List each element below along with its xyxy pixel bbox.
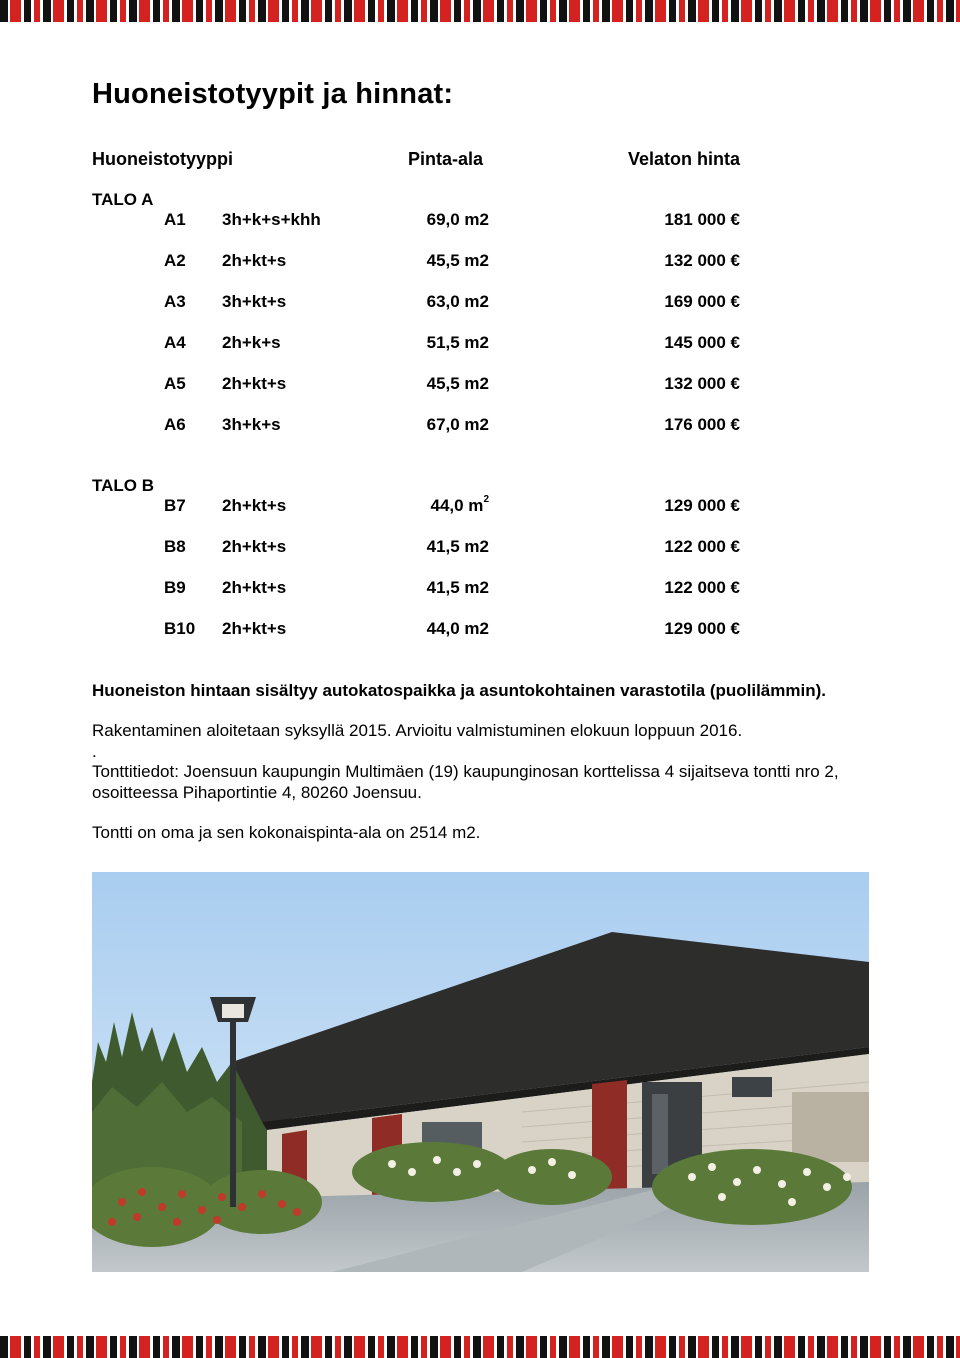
- construction-note: Rakentaminen aloitetaan syksyllä 2015. Arvioitu valmistuminen elokuun loppuun 2016.: [92, 721, 743, 740]
- apartment-type: 2h+kt+s: [222, 374, 287, 393]
- area-value: 44,0 m: [430, 496, 484, 515]
- apartment-code: A4: [164, 333, 186, 352]
- apartment-code: B9: [164, 578, 186, 597]
- bottom-decorative-stripe: [0, 1336, 960, 1358]
- apartment-type: 2h+kt+s: [222, 537, 287, 556]
- apartment-price: 169 000 €: [664, 292, 740, 311]
- apartment-code: A2: [164, 251, 186, 270]
- header-price: Velaton hinta: [627, 149, 740, 169]
- group-label-talo-a: TALO A: [92, 190, 154, 209]
- apartment-type: 2h+kt+s: [222, 619, 287, 638]
- apartment-area: 45,5 m2: [426, 374, 489, 393]
- apartment-area: 63,0 m2: [426, 292, 489, 311]
- apartment-price: 132 000 €: [664, 251, 740, 270]
- apartment-area: 45,5 m2: [426, 251, 489, 270]
- table-row: [0, 619, 960, 641]
- apartment-price: 181 000 €: [664, 210, 740, 229]
- header-area: Pinta-ala: [408, 149, 484, 169]
- apartment-price: 145 000 €: [664, 333, 740, 352]
- group-label-talo-b: TALO B: [92, 476, 155, 495]
- plot-area-note: Tontti on oma ja sen kokonaispinta-ala on 2514 m2.: [92, 823, 481, 842]
- apartment-area: [380, 496, 489, 516]
- apartment-area: 41,5 m2: [426, 578, 489, 597]
- page-title: Huoneistotyypit ja hinnat:: [92, 78, 454, 110]
- plot-info: Tonttitiedot: Joensuun kaupungin Multimäen (19) kaupunginosan korttelissa 4 sijaitseva tontti nro 2, osoitteessa Pihaportintie 4, 80260 Joensuu.: [92, 762, 839, 802]
- house-rendering-image: [92, 872, 869, 1272]
- apartment-area: 51,5 m2: [426, 333, 489, 352]
- apartment-price: 176 000 €: [664, 415, 740, 434]
- included-note: Huoneiston hintaan sisältyy autokatospaikka ja asuntokohtainen varastotila (puolilämmin).: [92, 681, 826, 700]
- apartment-price: 132 000 €: [664, 374, 740, 393]
- table-row: [0, 374, 960, 396]
- apartment-price: 129 000 €: [664, 619, 740, 638]
- apartment-price: 129 000 €: [664, 496, 740, 515]
- top-decorative-stripe: [0, 0, 960, 22]
- apartment-type: 2h+k+s: [222, 333, 281, 352]
- apartment-area: 67,0 m2: [426, 415, 489, 434]
- table-row: [0, 537, 960, 559]
- apartment-type: 2h+kt+s: [222, 578, 287, 597]
- header-apartment-type: Huoneistotyyppi: [92, 149, 234, 169]
- table-row: [0, 496, 960, 518]
- apartment-type: 3h+k+s+khh: [222, 210, 321, 229]
- table-row: [0, 292, 960, 314]
- table-row: [0, 333, 960, 355]
- table-row: [0, 578, 960, 600]
- apartment-area: 44,0 m2: [426, 619, 489, 638]
- apartment-code: B10: [164, 619, 196, 638]
- apartment-code: A5: [164, 374, 186, 393]
- apartment-code: B8: [164, 537, 186, 556]
- area-superscript: 2: [483, 494, 489, 506]
- apartment-type: 2h+kt+s: [222, 496, 287, 515]
- apartment-type: 3h+kt+s: [222, 292, 287, 311]
- apartment-price: 122 000 €: [664, 578, 740, 597]
- apartment-code: A3: [164, 292, 186, 311]
- table-row: [0, 251, 960, 273]
- table-row: [0, 210, 960, 232]
- apartment-type: 3h+k+s: [222, 415, 281, 434]
- apartment-code: A6: [164, 415, 186, 434]
- apartment-code: A1: [164, 210, 186, 229]
- apartment-area: 41,5 m2: [426, 537, 489, 556]
- apartment-code: B7: [164, 496, 186, 515]
- stray-dot: .: [92, 742, 97, 761]
- apartment-area: 69,0 m2: [426, 210, 489, 229]
- apartment-type: 2h+kt+s: [222, 251, 287, 270]
- apartment-price: 122 000 €: [664, 537, 740, 556]
- table-row: [0, 415, 960, 437]
